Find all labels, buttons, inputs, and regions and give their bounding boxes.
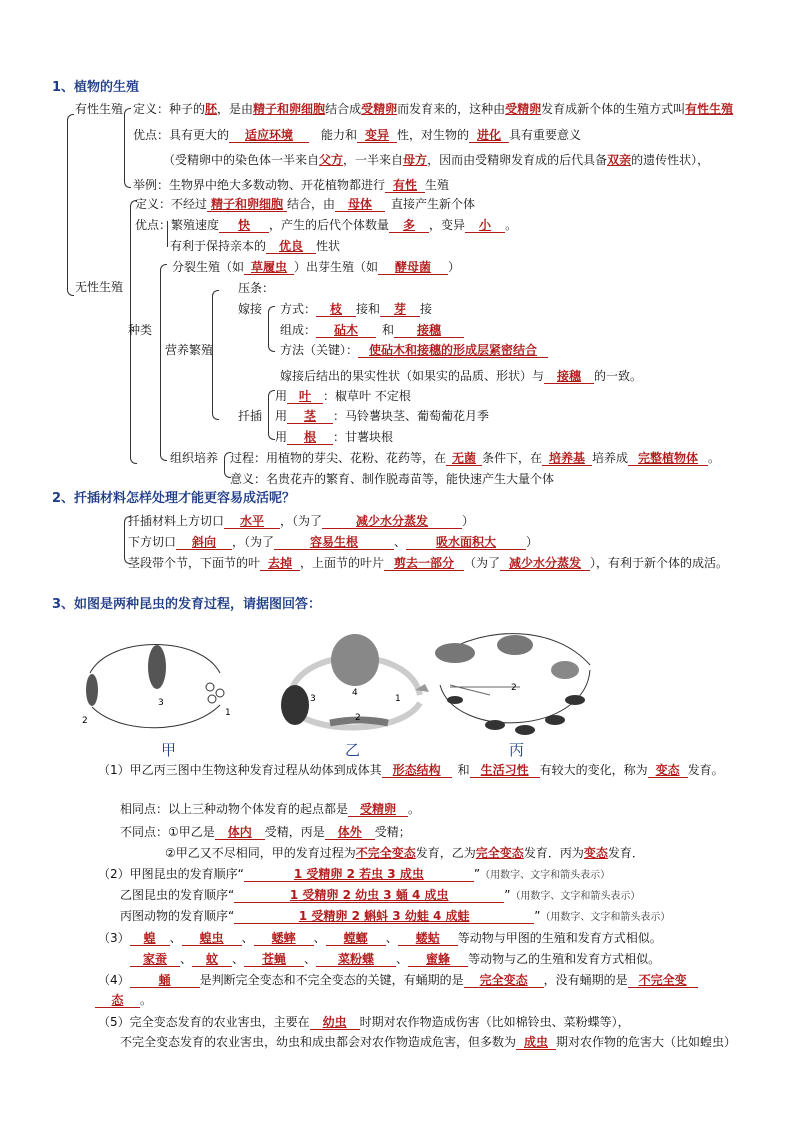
asexual-advantage-2: 有利于保持亲本的 优良 性状 <box>170 239 341 253</box>
cutting-root: 用 根 ：甘薯块根 <box>275 430 394 444</box>
sexual-definition: 定义：种子的胚，是由精子和卵细胞结合成受精卵而发育来的，这种由受精卵发育成新个体的生殖方式叫有性生殖 <box>133 102 734 116</box>
bracket-grafting <box>268 306 275 352</box>
tissue-process: 过程：用植物的芽尖、花粉、花药等，在 无菌 条件下，在 培养基 培养成 完整植物体 。 <box>230 451 721 465</box>
bracket-kinds <box>160 264 167 461</box>
cutting-stem: 用 茎 ：马铃薯块茎、葡萄葡花月季 <box>275 409 490 423</box>
cutting-leaf: 用 叶 ：椒草叶 不定根 <box>275 389 411 403</box>
bracket-vegetative <box>212 290 219 420</box>
section-3-title: 3、如图是两种昆虫的发育过程，请据图回答： <box>52 597 322 612</box>
graft-key: 方法（关键）： 使砧木和接穗的形成层紧密结合 <box>280 342 548 358</box>
s2-line-3: 茎段带个节，下面节的叶 去掉 ，上面节的叶片 剪去一部分 （为了 减少水分蒸发 ），有利于新个体的成活。 <box>128 556 729 570</box>
graft-components: 组成： 砧木 和 接穗 <box>280 322 464 338</box>
figure-jia-cycle <box>70 625 240 735</box>
figure-bing-cycle <box>425 625 605 745</box>
label-vegetative: 营养繁殖 <box>165 343 214 357</box>
bracket-sexual <box>124 108 131 188</box>
graft-result: 嫁接后结出的果实性状（如果实的品质、形状）与 接穗 的一致。 <box>280 369 643 383</box>
diff-point-2: ②甲乙又不尽相同，甲的发育过程为不完全变态发育，乙为完全变态发育．丙为变态发育． <box>165 846 644 860</box>
svg-text:2: 2 <box>355 713 361 723</box>
svg-text:2: 2 <box>82 716 88 726</box>
q4: （4） 蛹 是判断完全变态和不完全变态的关键，有蛹期的是 完全变态 ，没有蛹期的是 不完全变 <box>98 972 698 988</box>
section-2-title: 2、扦插材料怎样处理才能更容易成活呢？ <box>52 491 296 506</box>
figure-yi-cycle <box>270 625 440 740</box>
bracket-main <box>67 114 74 296</box>
label-tissue: 组织培养 <box>170 451 219 465</box>
diff-point-1: 不同点：①甲乙是 体内 受精，丙是 体外 受精； <box>120 825 411 839</box>
q2-yi: 乙图昆虫的发育顺序“ 1 受精卵 2 幼虫 3 蛹 4 成虫 ”（用数字、文字和箭头表示） <box>120 888 641 902</box>
asexual-advantage-1: 优点：繁殖速度 快 ，产生的后代个体数量 多 ，变异 小 。 <box>135 218 518 232</box>
sexual-note: （受精卵中的染色体一半来自父方，一半来自母方，因而由受精卵发育成的后代具备双亲的遗传性状）， <box>163 153 710 167</box>
svg-text:3: 3 <box>158 698 164 708</box>
q1: （1）甲乙丙三图中生物这种发育过程从幼体到成体其 形态结构 和 生活习性 有较大的变化，称为 变态 发育。 <box>98 763 724 777</box>
svg-text:4: 4 <box>352 688 358 698</box>
q3-line-1: （3） 蝗 、 蝗虫 、 蟋蟀 、 螳螂 、 蝼蛄 等动物与甲图的生殖和发育方式相似。 <box>98 931 662 945</box>
q2-bing: 丙图动物的发育顺序“ 1 受精卵 2 蝌蚪 3 幼蛙 4 成蛙 ”（用数字、文字和箭头表示） <box>120 909 671 923</box>
q2-jia: （2）甲图昆虫的发育顺序“ 1 受精卵 2 若虫 3 成虫 ”（用数字、文字和箭头表示） <box>98 867 611 881</box>
label-grafting: 嫁接 <box>238 302 263 316</box>
caption-bing: 丙 <box>509 741 525 759</box>
s2-line-1: 扦插材料上方切口 水平 ，（为了 减少水分蒸发 ） <box>128 514 475 528</box>
graft-method: 方式： 枝 接和 芽 接 <box>280 302 433 316</box>
label-sexual: 有性生殖 <box>75 102 124 116</box>
layering: 压条： <box>238 281 275 295</box>
fission-budding: 分裂生殖（如 草履虫 ）出芽生殖（如 酵母菌 ） <box>172 260 461 274</box>
same-point: 相同点：以上三种动物个体发育的起点都是 受精卵 。 <box>120 802 421 816</box>
label-cutting: 扦插 <box>238 409 263 423</box>
svg-text:1: 1 <box>395 694 401 704</box>
bracket-cutting <box>268 390 275 440</box>
q5-line-1: （5）完全变态发育的农业害虫，主要在 幼虫 时期对农作物造成伤害（比如棉铃虫、菜粉蝶等）， <box>98 1015 630 1029</box>
sexual-example: 举例：生物界中绝大多数动物、开花植物都进行 有性 生殖 <box>133 178 450 192</box>
svg-text:1: 1 <box>225 708 231 718</box>
caption-jia: 甲 <box>161 741 177 759</box>
tissue-meaning: 意义：名贵花卉的繁育、制作脱毒苗等，能快速产生大量个体 <box>230 472 555 486</box>
section-1-title: 1、植物的生殖 <box>52 80 140 95</box>
q5-line-2: 不完全变态发育的农业害虫，幼虫和成虫都会对农作物造成危害，但多数为 成虫 期对农作物的危害大（比如蝗虫） <box>120 1035 737 1049</box>
svg-text:2: 2 <box>511 683 517 693</box>
caption-yi: 乙 <box>345 741 361 759</box>
s2-line-2: 下方切口 斜向 ，（为了 容易生根 、 吸水面积大 ） <box>128 535 539 549</box>
label-kinds: 种类 <box>128 323 153 337</box>
asexual-definition: 定义：不经过 精子和卵细胞 结合，由 母体 直接产生新个体 <box>135 197 476 211</box>
q3-line-2: 家蚕 、 蚊 、 苍蝇 、 菜粉蝶 、 蜜蜂 等动物与乙的生殖和发育方式相似。 <box>130 951 660 967</box>
label-asexual: 无性生殖 <box>75 280 124 294</box>
svg-text:3: 3 <box>310 694 316 704</box>
q4-cont: 态 。 <box>95 992 152 1008</box>
sexual-advantage: 优点：具有更大的 适应环境 能力和 变异 性，对生物的 进化 具有重要意义 <box>133 128 582 142</box>
